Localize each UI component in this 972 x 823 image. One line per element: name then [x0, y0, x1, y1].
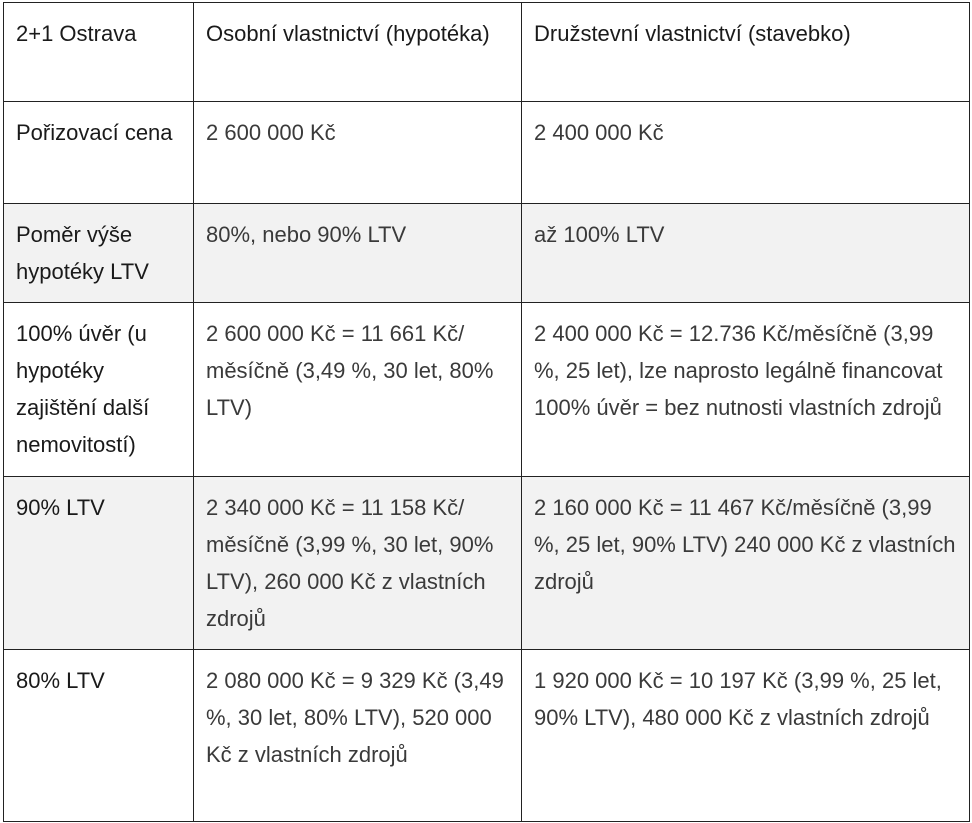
row-label-ltv-80: 80% LTV — [4, 650, 194, 822]
cell-personal-ltv-80: 2 080 000 Kč = 9 329 Kč (3,49 %, 30 let, 80% LTV), 520 000 Kč z vlastních zdrojů — [194, 650, 522, 822]
table-row — [4, 204, 970, 303]
cell-cooperative-full-loan: 2 400 000 Kč = 12.736 Kč/měsíčně (3,99 %, 25 let), lze naprosto legálně financovat 100% úvěr = bez nutnosti vlastních zdrojů — [522, 303, 970, 477]
table-row — [4, 477, 970, 650]
cell-personal-full-loan: 2 600 000 Kč = 11 661 Kč/ měsíčně (3,49 %, 30 let, 80% LTV) — [194, 303, 522, 477]
table-row — [4, 102, 970, 204]
row-label-purchase-price: Pořizovací cena — [4, 102, 194, 204]
header-cell-cooperative-ownership: Družstevní vlastnictví (stavebko) — [522, 3, 970, 102]
row-label-ltv-ratio: Poměr výše hypotéky LTV — [4, 204, 194, 303]
table-row — [4, 650, 970, 822]
row-label-full-loan: 100% úvěr (u hypotéky zajištění další nemovitostí) — [4, 303, 194, 477]
header-cell-personal-ownership: Osobní vlastnictví (hypotéka) — [194, 3, 522, 102]
cell-cooperative-purchase-price: 2 400 000 Kč — [522, 102, 970, 204]
row-label-ltv-90: 90% LTV — [4, 477, 194, 650]
cell-personal-ltv-ratio: 80%, nebo 90% LTV — [194, 204, 522, 303]
cell-cooperative-ltv-90: 2 160 000 Kč = 11 467 Kč/měsíčně (3,99 %, 25 let, 90% LTV) 240 000 Kč z vlastních zdrojů — [522, 477, 970, 650]
table-header-row — [4, 3, 970, 102]
cell-cooperative-ltv-ratio: až 100% LTV — [522, 204, 970, 303]
table-row — [4, 303, 970, 477]
comparison-table — [3, 2, 970, 822]
header-cell-property: 2+1 Ostrava — [4, 3, 194, 102]
cell-cooperative-ltv-80: 1 920 000 Kč = 10 197 Kč (3,99 %, 25 let, 90% LTV), 480 000 Kč z vlastních zdrojů — [522, 650, 970, 822]
cell-personal-purchase-price: 2 600 000 Kč — [194, 102, 522, 204]
cell-personal-ltv-90: 2 340 000 Kč = 11 158 Kč/ měsíčně (3,99 %, 30 let, 90% LTV), 260 000 Kč z vlastních zdrojů — [194, 477, 522, 650]
